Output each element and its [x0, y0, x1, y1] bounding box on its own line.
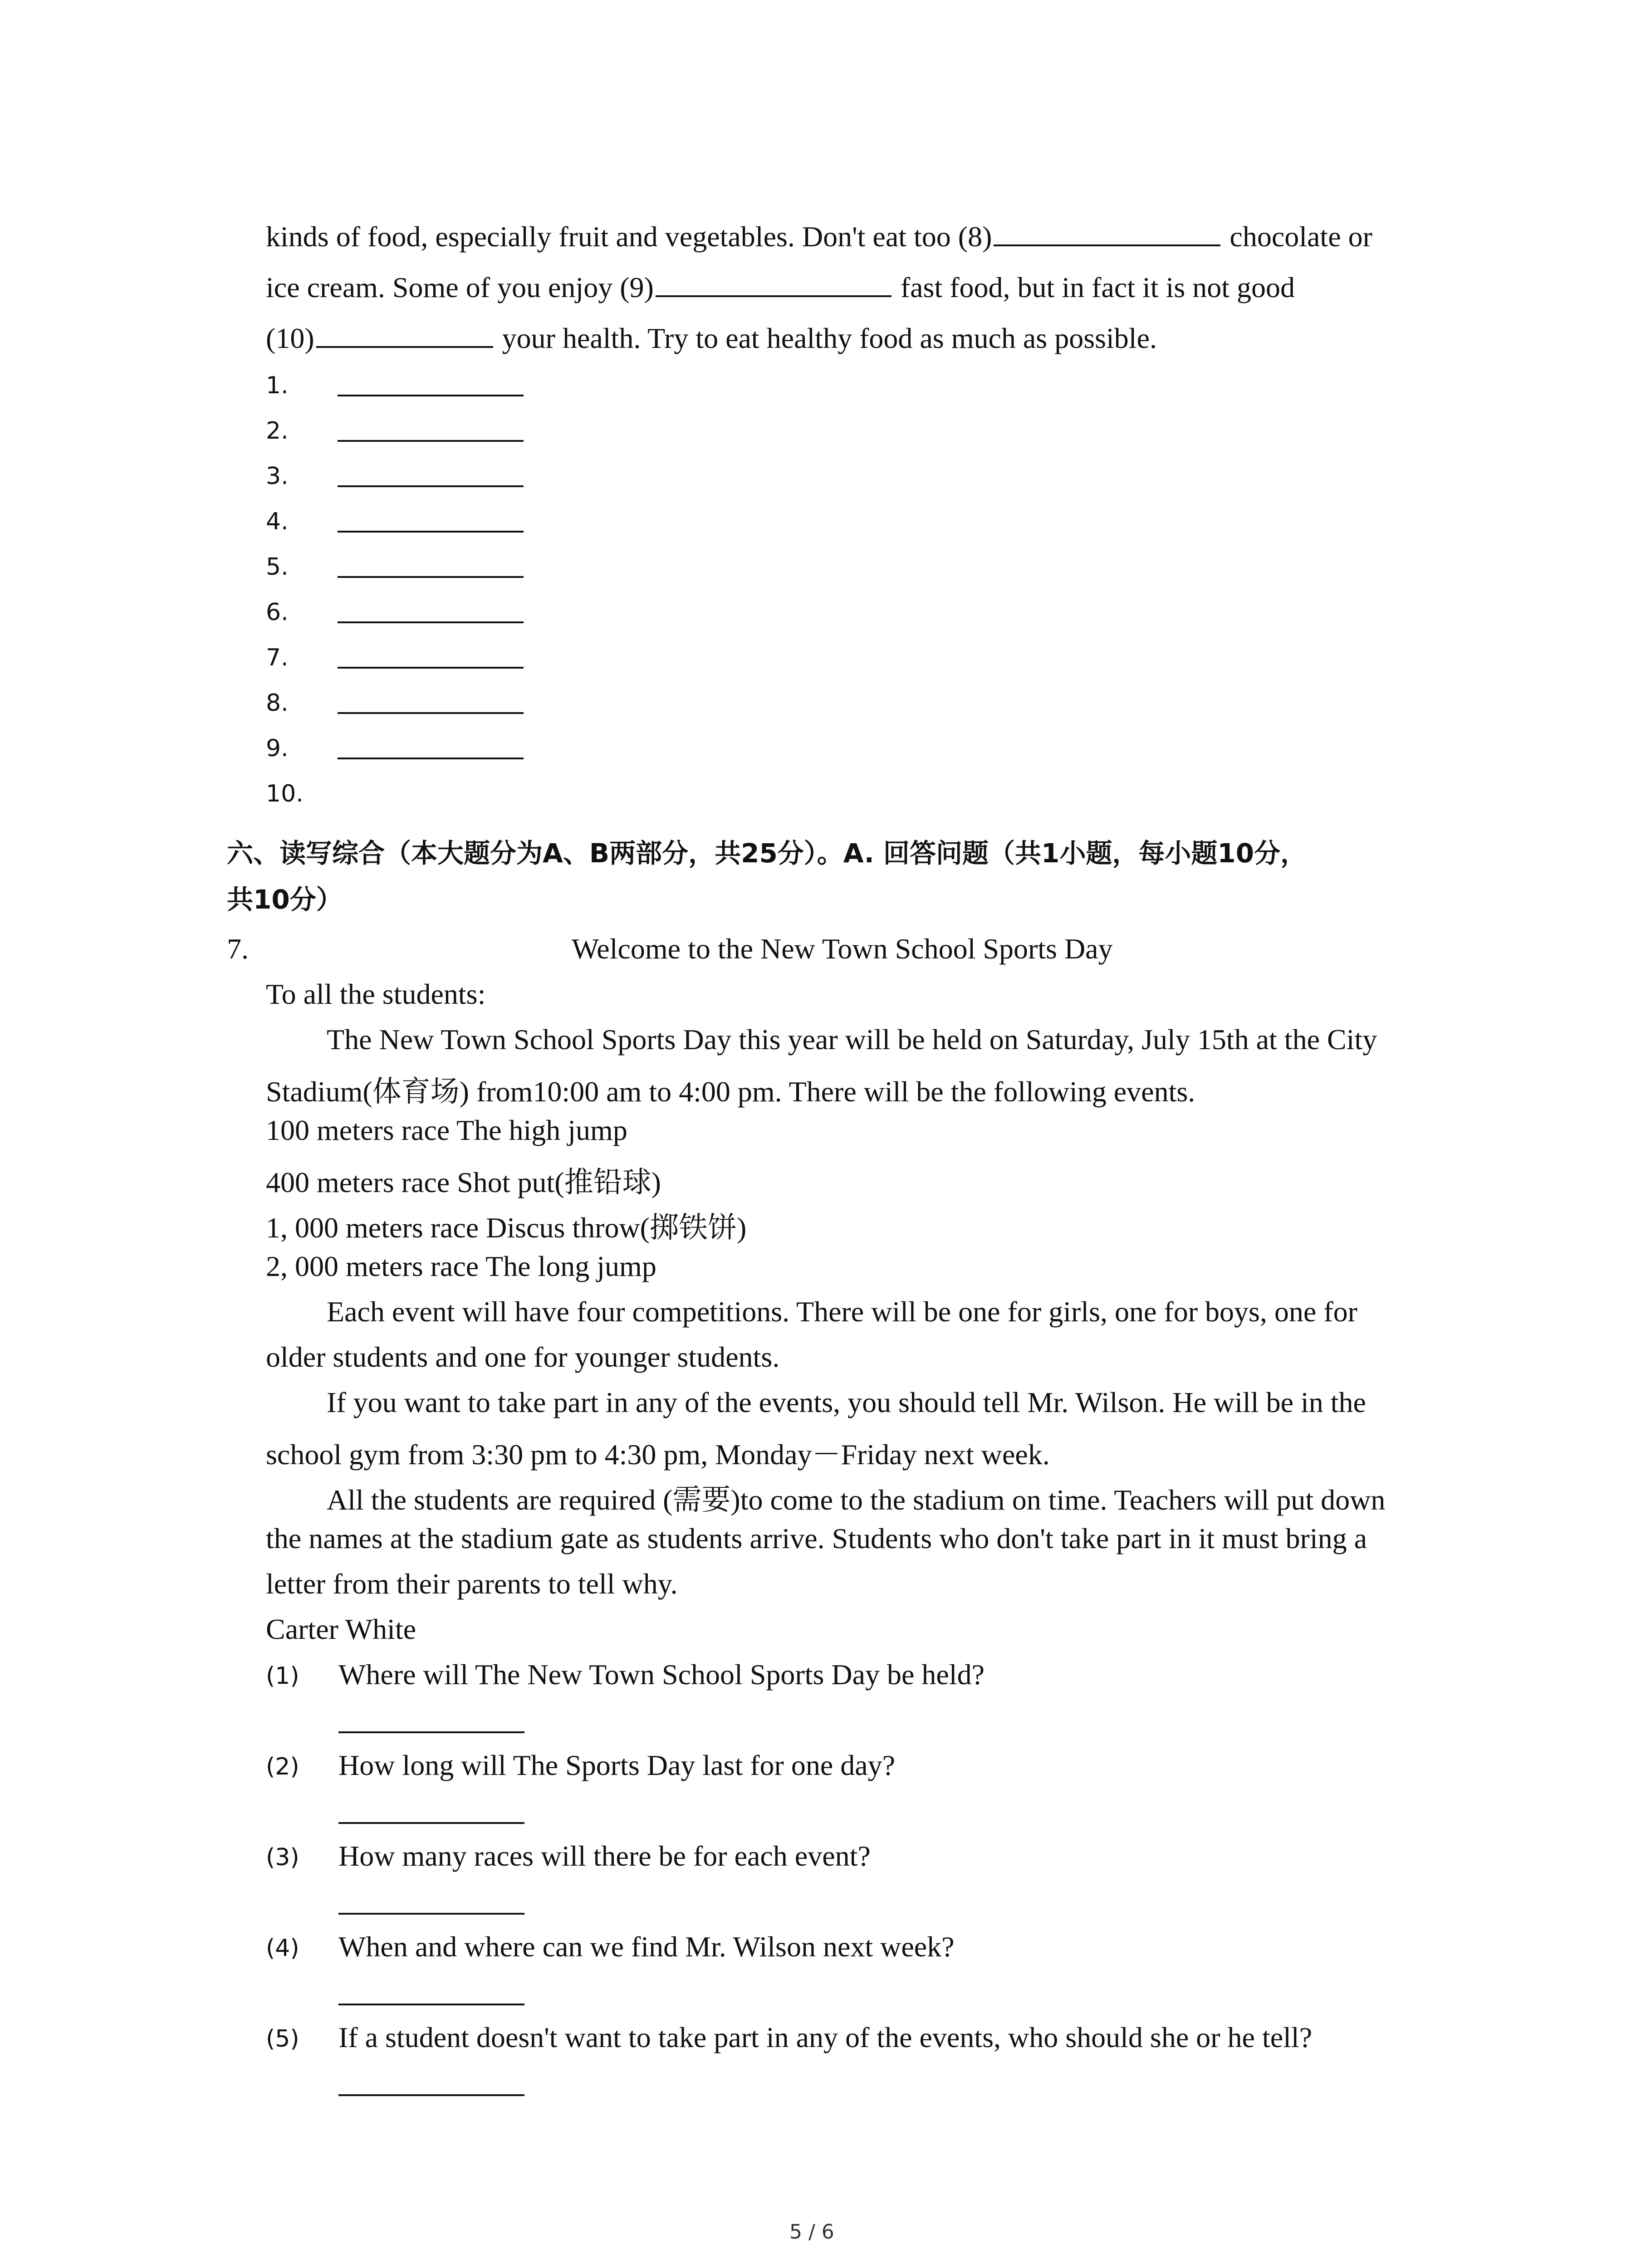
passage-text: your health. Try to eat healthy food as much as possible. [495, 322, 1157, 354]
answer-line[interactable] [338, 1822, 524, 1824]
sub-question-3 [266, 1839, 1536, 1930]
sub-question-2 [266, 1749, 1536, 1839]
answer-line[interactable] [338, 1913, 524, 1915]
answer-number: 5. [266, 553, 289, 581]
page-number: 5 / 6 [789, 2220, 834, 2244]
sub-question-text: If a student doesn't want to take part in any of the events, who should she or he tell? [338, 2021, 1313, 2053]
answer-line[interactable] [338, 395, 524, 396]
answer-number: 9. [266, 735, 289, 762]
answer-number: 3. [266, 463, 289, 490]
answer-line[interactable] [338, 758, 524, 759]
answer-number: 8. [266, 689, 289, 717]
passage-title: Welcome to the New Town School Sports Day [572, 933, 1113, 965]
sub-question-text: Where will The New Town School Sports Day be held? [338, 1658, 985, 1691]
answer-line[interactable] [338, 531, 524, 533]
answer-line[interactable] [338, 576, 524, 578]
section-header-line: 六、读写综合（本大题分为A、B两部分，共25分）。A. 回答问题（共1小题，每小题10分， [227, 838, 1307, 869]
event-line: 1, 000 meters race Discus throw(掷铁饼) [266, 1212, 747, 1244]
sub-question-label: (5) [266, 2025, 299, 2053]
sub-question-label: (3) [266, 1844, 299, 1871]
passage-text: (10) [266, 322, 314, 354]
sub-question-text: When and where can we find Mr. Wilson next week? [338, 1931, 955, 1963]
paragraph-3-line: If you want to take part in any of the events, you should tell Mr. Wilson. He will be in the [327, 1386, 1366, 1418]
paragraph-3-line: school gym from 3:30 pm to 4:30 pm, Monday－Friday next week. [266, 1438, 1050, 1471]
passage-text: fast food, but in fact it is not good [893, 271, 1295, 303]
sub-question-5 [266, 2021, 1536, 2112]
blank-9[interactable] [656, 270, 892, 297]
answer-line[interactable] [338, 712, 524, 714]
paragraph-4-line: the names at the stadium gate as students arrive. Students who don't take part in it must bring a [266, 1522, 1367, 1554]
event-line: 400 meters race Shot put(推铅球) [266, 1166, 661, 1198]
section-header [227, 830, 1452, 923]
passage-text: chocolate or [1222, 220, 1372, 253]
answer-number: 10. [266, 780, 304, 807]
paragraph-4-line: All the students are required (需要)to come to the stadium on time. Teachers will put down [327, 1484, 1386, 1516]
sub-question-1 [266, 1658, 1536, 1749]
blank-8[interactable] [994, 219, 1220, 246]
sub-question-text: How long will The Sports Day last for one day? [338, 1749, 896, 1781]
signature: Carter White [266, 1613, 416, 1645]
sub-question-label: (4) [266, 1935, 299, 1962]
answer-line[interactable] [338, 667, 524, 669]
sub-question-label: (1) [266, 1662, 299, 1690]
paragraph-2-line: Each event will have four competitions. There will be one for girls, one for boys, one for [327, 1295, 1357, 1328]
answer-number: 7. [266, 644, 289, 671]
passage-line-3 [266, 313, 1445, 364]
paragraph-2-line: older students and one for younger students. [266, 1341, 780, 1373]
answer-line[interactable] [338, 2004, 524, 2005]
answer-number: 4. [266, 508, 289, 535]
answer-line[interactable] [338, 1731, 524, 1733]
answer-line[interactable] [338, 485, 524, 487]
answer-line[interactable] [338, 2094, 524, 2096]
blank-10[interactable] [316, 321, 493, 348]
sub-question-text: How many races will there be for each event? [338, 1840, 871, 1872]
answer-line[interactable] [338, 621, 524, 623]
paragraph-1-line: Stadium(体育场) from10:00 am to 4:00 pm. There will be the following events. [266, 1075, 1195, 1108]
greeting: To all the students: [266, 978, 486, 1010]
passage-line-1 [266, 211, 1445, 262]
event-line: 2, 000 meters race The long jump [266, 1250, 656, 1282]
passage-line-2 [266, 262, 1445, 313]
answer-number: 6. [266, 599, 289, 626]
sub-question-4 [266, 1930, 1536, 2021]
event-line: 100 meters race The high jump [266, 1114, 627, 1146]
sub-question-label: (2) [266, 1753, 299, 1780]
paragraph-1-line: The New Town School Sports Day this year will be held on Saturday, July 15th at the City [327, 1023, 1377, 1056]
answer-number: 1. [266, 372, 289, 399]
answer-number: 2. [266, 417, 289, 445]
answer-line[interactable] [338, 440, 524, 442]
paragraph-4-line: letter from their parents to tell why. [266, 1568, 678, 1600]
section-header-line: 共10分） [227, 884, 343, 915]
passage-text: kinds of food, especially fruit and vegetables. Don't eat too (8) [266, 220, 992, 253]
passage-text: ice cream. Some of you enjoy (9) [266, 271, 654, 303]
question-number: 7. [227, 933, 249, 965]
